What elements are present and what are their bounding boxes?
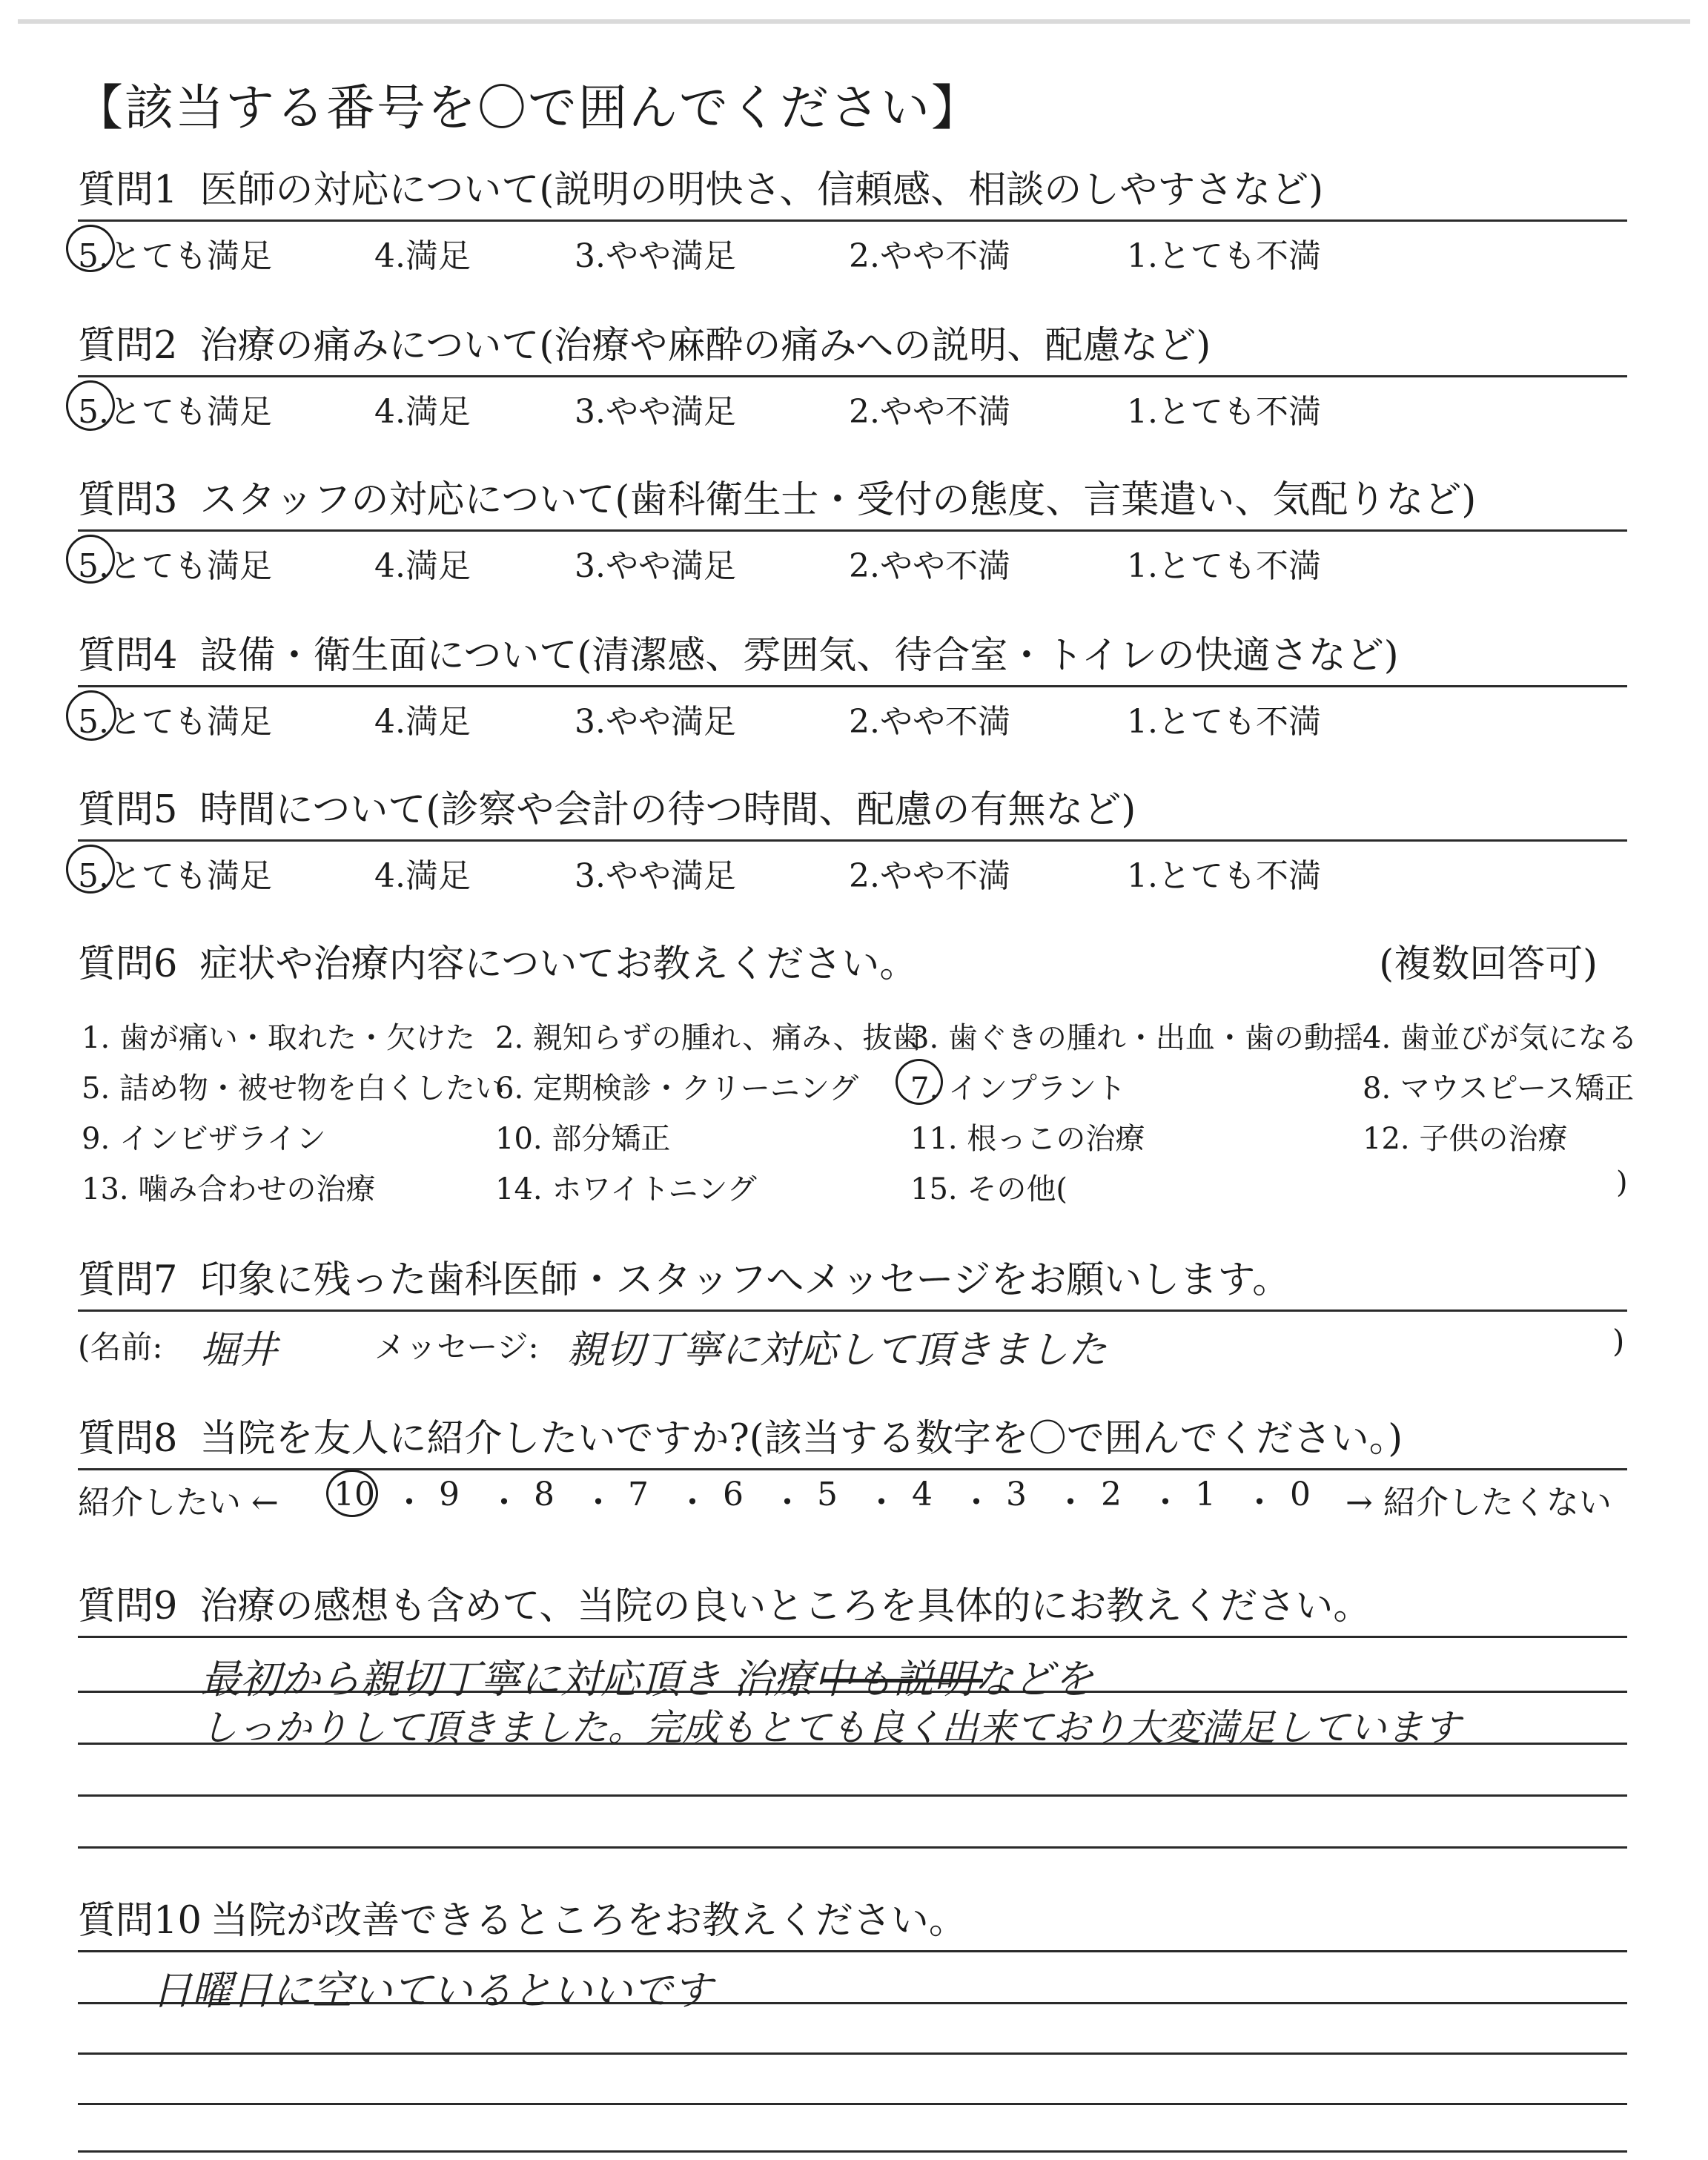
question-text: 時間について(診察や会計の待つ時間、配慮の有無など) (199, 788, 1136, 832)
selection-circle (896, 1059, 943, 1105)
question-text: 治療の痛みについて(治療や麻酔の痛みへの説明、配慮など) (199, 324, 1211, 368)
question-text: 当院を友人に紹介したいですか?(該当する数字を〇で囲んでください。) (199, 1417, 1403, 1461)
question-7 (78, 1255, 1627, 1312)
option-3[interactable]: 3.やや満足 (575, 547, 736, 585)
q6-option-7[interactable]: 7. インプラント (910, 1071, 1126, 1106)
question-text: 症状や治療内容についてお教えください。 (199, 942, 918, 986)
option-5[interactable]: 5.とても満足 (78, 237, 272, 275)
q6-option-3[interactable]: 3. 歯ぐきの腫れ・出血・歯の動揺 (910, 1021, 1363, 1055)
q6-option-13[interactable]: 13. 噛み合わせの治療 (82, 1172, 376, 1206)
question-text: 当院が改善できるところをお教えください。 (210, 1899, 967, 1943)
option-4[interactable]: 4.満足 (374, 703, 471, 741)
question-number: 質問1 (78, 168, 178, 212)
option-3[interactable]: 3.やや満足 (575, 393, 736, 431)
close-paren: ) (1612, 1323, 1625, 1359)
option-2[interactable]: 2.やや不満 (849, 703, 1010, 741)
scale-right-label: → 紹介したくない (1345, 1484, 1612, 1522)
multiple-answers-note: (複数回答可) (1379, 942, 1598, 986)
question-10 (78, 1895, 1627, 1952)
q6-option-1[interactable]: 1. 歯が痛い・取れた・欠けた (82, 1021, 475, 1055)
scale-2[interactable]: 2 (1101, 1476, 1122, 1513)
option-4[interactable]: 4.満足 (374, 393, 471, 431)
question-text: 医師の対応について(説明の明快さ、信頼感、相談のしやすさなど) (199, 168, 1324, 212)
option-2[interactable]: 2.やや不満 (849, 547, 1010, 585)
scale-dot: ・ (771, 1484, 804, 1522)
name-label: (名前: (78, 1329, 163, 1365)
scale-dot: ・ (488, 1484, 520, 1522)
question-number: 質問10 (78, 1899, 202, 1943)
scale-3[interactable]: 3 (1006, 1476, 1027, 1513)
scale-dot: ・ (865, 1484, 898, 1522)
scale-8[interactable]: 8 (534, 1476, 555, 1513)
q6-option-15-close: ) (1616, 1166, 1628, 1200)
question-9 (78, 1581, 1627, 1638)
scale-10[interactable]: 10 (334, 1476, 375, 1513)
q6-option-9[interactable]: 9. インビザライン (82, 1122, 326, 1156)
selection-circle (66, 225, 115, 272)
scale-dot: ・ (960, 1484, 993, 1522)
option-1[interactable]: 1.とても不満 (1127, 703, 1321, 741)
rating-options (78, 842, 1627, 895)
name-value[interactable]: 堀井 (200, 1328, 278, 1373)
option-2[interactable]: 2.やや不満 (849, 237, 1010, 275)
question-text: スタッフの対応について(歯科衛生士・受付の態度、言葉遣い、気配りなど) (199, 478, 1477, 522)
rating-options (78, 687, 1627, 741)
question-6 (78, 939, 1627, 994)
question-5 (78, 785, 1627, 895)
option-2[interactable]: 2.やや不満 (849, 857, 1010, 895)
answer-line (78, 2103, 1627, 2105)
option-1[interactable]: 1.とても不満 (1127, 547, 1321, 585)
q6-option-6[interactable]: 6. 定期検診・クリーニング (495, 1071, 859, 1106)
q6-option-10[interactable]: 10. 部分矯正 (495, 1122, 671, 1156)
scale-dot: ・ (1054, 1484, 1087, 1522)
question-1 (78, 165, 1627, 275)
message-value[interactable]: 親切丁寧に対応して頂きました (567, 1328, 1108, 1373)
question-number: 質問3 (78, 478, 178, 522)
rating-options (78, 377, 1627, 431)
q10-answer[interactable]: 日曜日に空いているといいです (152, 1967, 712, 2014)
option-3[interactable]: 3.やや満足 (575, 857, 736, 895)
q6-option-5[interactable]: 5. 詰め物・被せ物を白くしたい (82, 1071, 505, 1106)
scale-dot: ・ (676, 1484, 709, 1522)
q6-option-8[interactable]: 8. マウスピース矯正 (1363, 1071, 1635, 1106)
scale-5[interactable]: 5 (817, 1476, 838, 1513)
scale-dot: ・ (582, 1484, 615, 1522)
option-1[interactable]: 1.とても不満 (1127, 393, 1321, 431)
question-number: 質問5 (78, 788, 178, 832)
selection-circle (326, 1470, 378, 1517)
top-border-line (18, 19, 1690, 24)
question-8 (78, 1413, 1627, 1470)
selection-circle (66, 380, 115, 431)
option-1[interactable]: 1.とても不満 (1127, 237, 1321, 275)
q9-strikethrough (823, 1648, 983, 1705)
q6-option-14[interactable]: 14. ホワイトニング (495, 1172, 757, 1206)
answer-line (78, 1846, 1627, 1849)
scale-9[interactable]: 9 (439, 1476, 460, 1513)
selection-circle (66, 535, 115, 584)
scale-6[interactable]: 6 (723, 1476, 744, 1513)
selection-circle (66, 845, 115, 894)
q6-option-2[interactable]: 2. 親知らずの腫れ、痛み、抜歯 (495, 1021, 922, 1055)
option-5[interactable]: 5.とても満足 (78, 547, 272, 585)
q6-option-4[interactable]: 4. 歯並びが気になる (1363, 1021, 1638, 1055)
question-4 (78, 630, 1627, 741)
option-2[interactable]: 2.やや不満 (849, 393, 1010, 431)
rating-options (78, 222, 1627, 275)
page-title: 【該当する番号を〇で囲んでください】 (74, 79, 982, 136)
question-number: 質問7 (78, 1258, 178, 1302)
selection-circle (66, 690, 116, 741)
q9-answer-line-1[interactable]: 最初から親切丁寧に対応頂き 治療中も説明などを (200, 1656, 1094, 1702)
message-label: メッセージ: (374, 1329, 539, 1365)
option-5[interactable]: 5.とても満足 (78, 857, 272, 895)
option-5[interactable]: 5.とても満足 (78, 393, 272, 431)
option-4[interactable]: 4.満足 (374, 857, 471, 895)
question-number: 質問6 (78, 942, 178, 986)
scale-dot: ・ (1149, 1484, 1182, 1522)
question-text: 設備・衛生面について(清潔感、雰囲気、待合室・トイレの快適さなど) (199, 634, 1399, 678)
answer-line (78, 2150, 1627, 2153)
option-1[interactable]: 1.とても不満 (1127, 857, 1321, 895)
q9-answer-line-2[interactable]: しっかりして頂きました。完成もとても良く出来ており大変満足しています (200, 1706, 1460, 1749)
question-2 (78, 320, 1627, 431)
option-4[interactable]: 4.満足 (374, 237, 471, 275)
option-5[interactable]: 5.とても満足 (78, 703, 272, 741)
scale-0[interactable]: 0 (1290, 1476, 1311, 1513)
question-3 (78, 475, 1627, 585)
question-text: 印象に残った歯科医師・スタッフへメッセージをお願いします。 (199, 1258, 1291, 1302)
answer-line (78, 1794, 1627, 1797)
q6-option-12[interactable]: 12. 子供の治療 (1363, 1122, 1568, 1156)
option-4[interactable]: 4.満足 (374, 547, 471, 585)
option-3[interactable]: 3.やや満足 (575, 237, 736, 275)
q6-option-15[interactable]: 15. その他( (910, 1172, 1068, 1206)
question-number: 質問4 (78, 634, 178, 678)
scale-dot: ・ (1243, 1484, 1276, 1522)
scale-dot: ・ (393, 1484, 426, 1522)
question-number: 質問8 (78, 1417, 178, 1461)
answer-line (78, 2052, 1627, 2055)
scale-7[interactable]: 7 (628, 1476, 649, 1513)
q6-option-11[interactable]: 11. 根っこの治療 (910, 1122, 1145, 1156)
option-3[interactable]: 3.やや満足 (575, 703, 736, 741)
question-number: 質問9 (78, 1585, 178, 1628)
scale-4[interactable]: 4 (912, 1476, 933, 1513)
rating-options (78, 532, 1627, 585)
scale-1[interactable]: 1 (1195, 1476, 1216, 1513)
scale-left-label: 紹介したい ← (78, 1484, 279, 1522)
question-text: 治療の感想も含めて、当院の良いところを具体的にお教えください。 (199, 1585, 1371, 1628)
question-number: 質問2 (78, 324, 178, 368)
q7-answer-row (78, 1320, 1635, 1372)
